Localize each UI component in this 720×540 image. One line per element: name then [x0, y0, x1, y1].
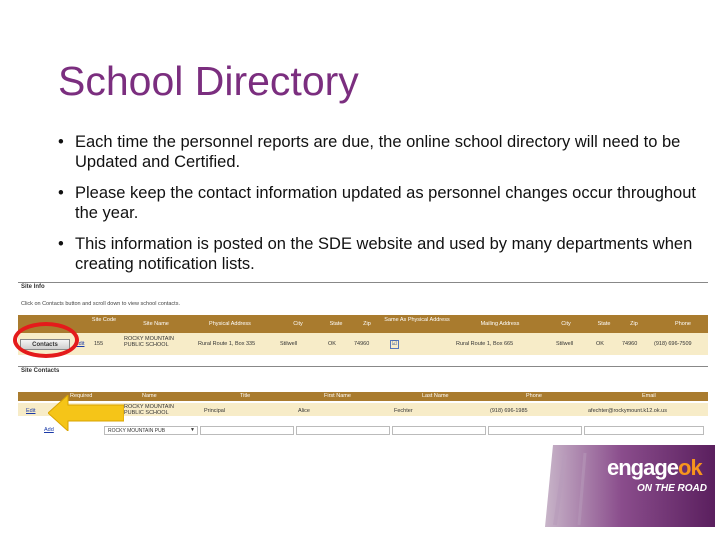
contacts-button[interactable]: Contacts [20, 339, 70, 350]
mailing-address: Rural Route 1, Box 665 [456, 341, 514, 347]
bullet-text: Each time the personnel reports are due, the online school directory will need to be Updated and Certified. [75, 133, 681, 171]
contact-last-name: Fechter [394, 408, 413, 414]
city: Stilwell [280, 341, 298, 347]
contact-site-name: ROCKY MOUNTAIN PUBLIC SCHOOL [124, 404, 174, 416]
col-title: Title [240, 393, 251, 399]
physical-address: Rural Route 1, Box 335 [198, 341, 256, 347]
bullet-marker: • [58, 133, 64, 151]
email-input[interactable] [584, 426, 704, 435]
col-site-code: Site Code [91, 317, 117, 323]
site-contacts-header: Site Contacts [18, 366, 708, 375]
title-input[interactable] [200, 426, 294, 435]
bullet-text: Please keep the contact information updated as personnel changes occur throughout the year. [75, 184, 696, 222]
bullet-marker: • [58, 235, 64, 253]
chevron-down-icon: ▼ [190, 427, 195, 433]
highlight-circle [13, 322, 79, 358]
site-info-header: Site Info [18, 282, 708, 291]
logo-tagline: ON THE ROAD [637, 483, 707, 494]
contact-email: afechter@rockymount.k12.ok.us [588, 408, 667, 414]
logo-ok: ok [678, 455, 702, 480]
col-state: State [329, 321, 343, 327]
slide-title: School Directory [58, 58, 359, 104]
bullet-item [58, 235, 698, 274]
site-name: ROCKY MOUNTAIN PUBLIC SCHOOL [124, 336, 174, 348]
pointer-arrow-icon [48, 395, 124, 431]
col-mailing-city: City [561, 321, 571, 327]
last-name-input[interactable] [392, 426, 486, 435]
phone: (918) 696-7509 [654, 341, 692, 347]
col-name: Name [142, 393, 157, 399]
col-zip: Zip [363, 321, 371, 327]
phone-input[interactable] [488, 426, 582, 435]
site-code: 155 [94, 341, 104, 347]
col-physical-address: Physical Address [209, 321, 251, 327]
col-mailing-zip: Zip [630, 321, 638, 327]
mailing-city: Stilwell [556, 341, 574, 347]
bullet-item [58, 184, 698, 223]
bullet-text: This information is posted on the SDE website and used by many departments when creating notification lists. [75, 235, 693, 273]
mailing-zip: 74960 [622, 341, 638, 347]
contact-first-name: Alice [298, 408, 310, 414]
col-site-name: Site Name [143, 321, 169, 327]
col-phone: Phone [675, 321, 691, 327]
state: OK [328, 341, 336, 347]
col-mailing-address: Mailing Address [480, 321, 520, 327]
zip: 74960 [354, 341, 370, 347]
contact-title: Principal [204, 408, 226, 414]
name-select-value: ROCKY MOUNTAIN PUB [108, 428, 166, 434]
site-info-row [18, 333, 708, 355]
site-info-note: Click on Contacts button and scroll down to view school contacts. [21, 301, 180, 307]
site-edit-link[interactable]: Edit [75, 341, 85, 347]
col-mailing-state: State [597, 321, 611, 327]
col-same-as-physical: Same As Physical Address [384, 317, 450, 323]
bullet-marker: • [58, 184, 64, 202]
col-email: Email [642, 393, 656, 399]
bullet-list [58, 133, 698, 286]
site-info-table-header [18, 315, 708, 333]
add-contact-link[interactable]: Add [44, 427, 54, 433]
mailing-state: OK [596, 341, 604, 347]
first-name-input[interactable] [296, 426, 390, 435]
col-contact-phone: Phone [526, 393, 542, 399]
contact-edit-link[interactable]: Edit [26, 408, 36, 414]
same-as-physical-checkbox[interactable]: ☑ [391, 341, 398, 347]
logo-engage: engage [607, 455, 679, 480]
col-first-name: First Name [324, 393, 351, 399]
col-required: Required [70, 393, 93, 399]
col-city: City [293, 321, 303, 327]
bullet-item [58, 133, 698, 172]
engageok-logo [545, 445, 715, 527]
contact-phone: (918) 696-1985 [490, 408, 528, 414]
col-last-name: Last Name [422, 393, 449, 399]
